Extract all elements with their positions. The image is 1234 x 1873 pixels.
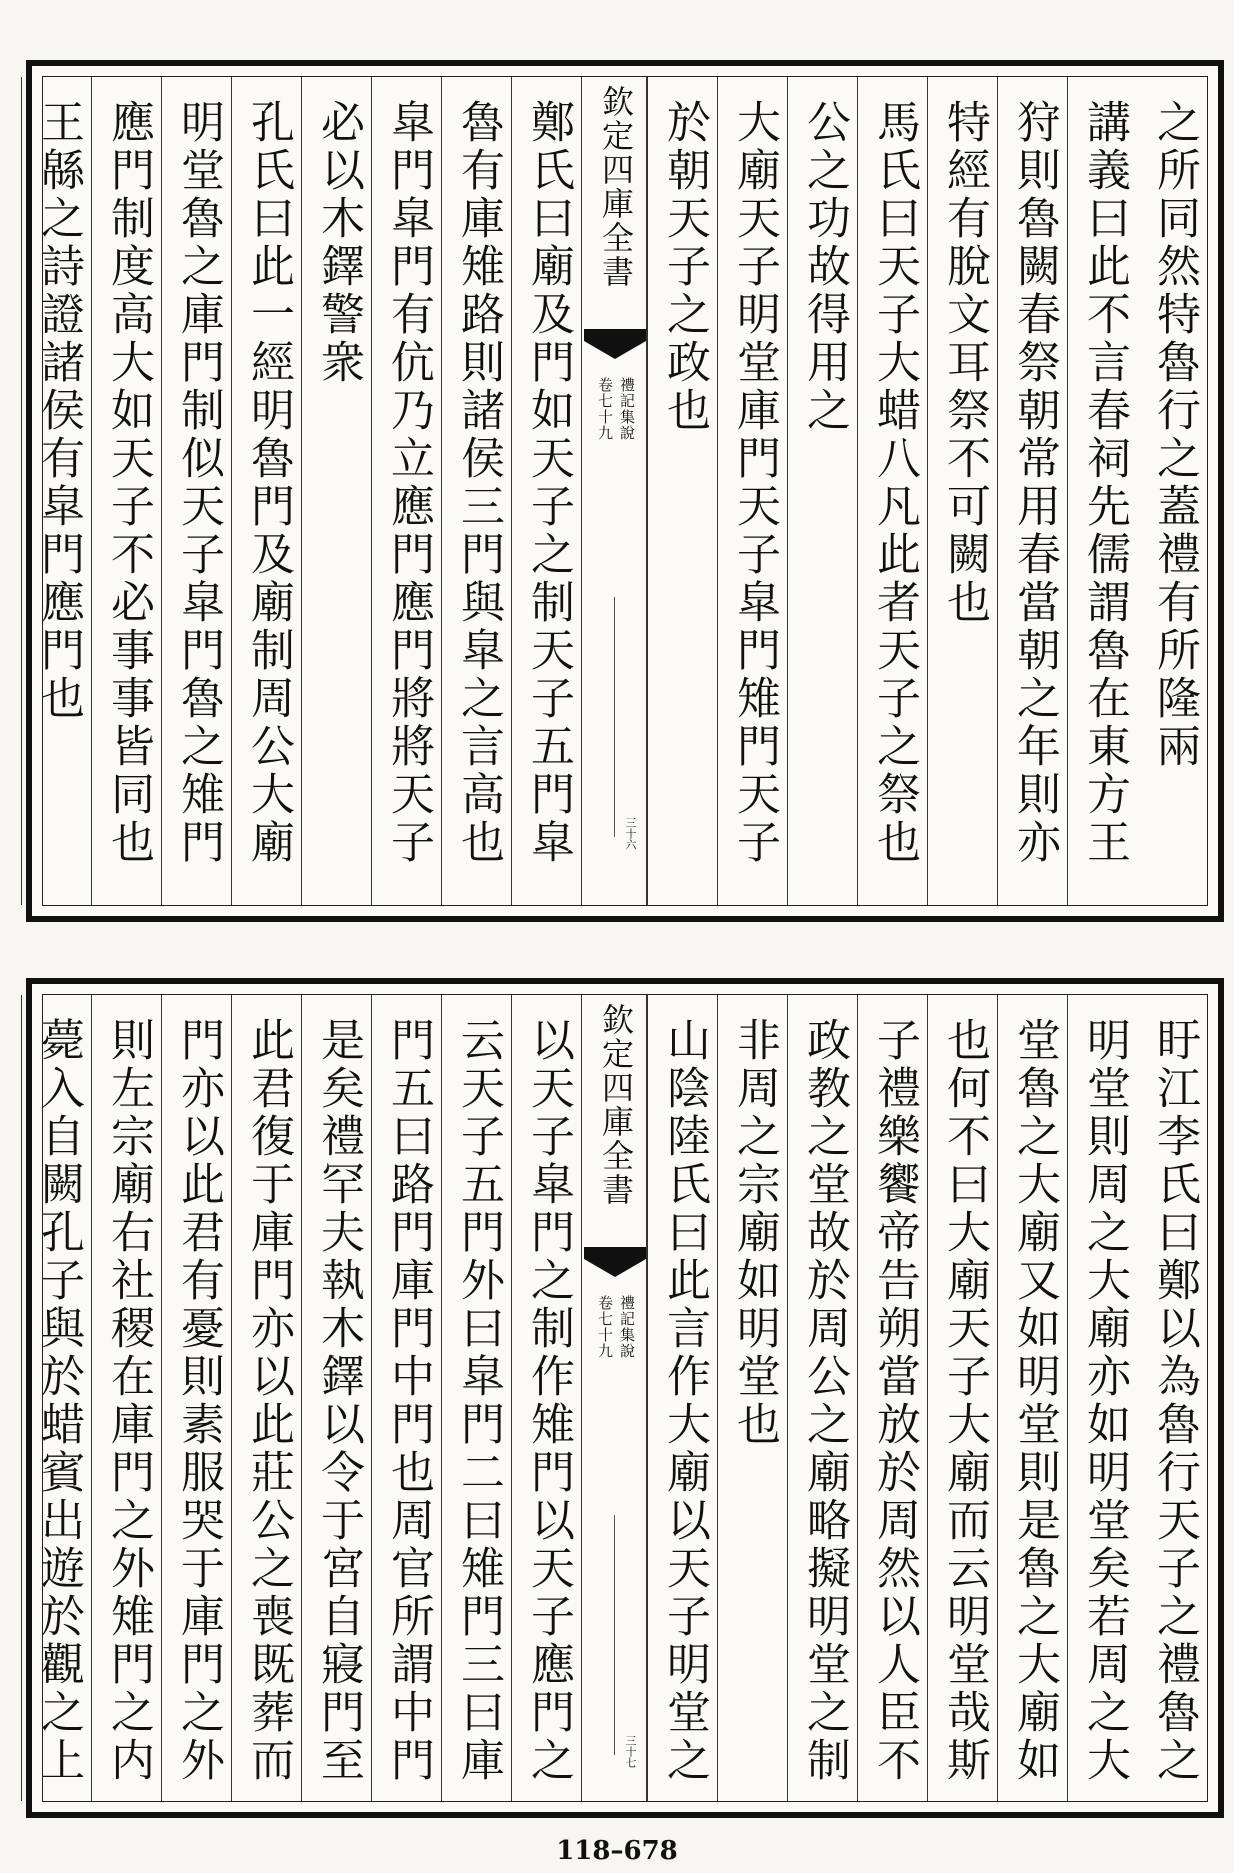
bottom-text-column: 門五曰路門庫門中門也周官所謂中門	[371, 995, 441, 1801]
bottom-spine-volume: 卷七十九	[596, 1295, 614, 1359]
bottom-text-column: 薨入自闕孔子與於蜡賓出遊於觀之上	[21, 995, 91, 1801]
top-text-column: 馬氏曰天子大蜡八凡此者天子之祭也	[857, 77, 927, 905]
top-page-panel	[26, 60, 1224, 922]
bottom-spine-leaf-number: 三十七	[624, 1735, 637, 1768]
bottom-text-column: 云天子五門外曰皐門二曰雉門三曰庫	[441, 995, 511, 1801]
bottom-text-column: 明堂則周之大廟亦如明堂矣若周之大	[1067, 995, 1137, 1801]
bottom-text-column: 政教之堂故於周公之廟略擬明堂之制	[787, 995, 857, 1801]
top-text-column: 明堂魯之庫門制似天子皐門魯之雉門	[161, 77, 231, 905]
top-text-column: 王緜之詩證諸侯有皐門應門也	[21, 77, 91, 905]
top-text-column: 公之功故得用之	[787, 77, 857, 905]
top-text-column: 之所同然特魯行之蓋禮有所隆兩	[1149, 99, 1200, 771]
top-text-column: 必以木鐸警衆	[301, 77, 371, 905]
top-text-column: 魯有庫雉路則諸侯三門與皐之言高也	[441, 77, 511, 905]
bottom-spine-rule	[614, 1515, 615, 1755]
top-page-text-frame	[33, 76, 1208, 906]
bottom-page-panel	[26, 978, 1224, 1818]
bottom-text-column: 門亦以此君有憂則素服哭于庫門之外	[161, 995, 231, 1801]
top-text-column: 孔氏曰此一經明魯門及廟制周公大廟	[231, 77, 301, 905]
top-spine-book-title: 禮記集說	[618, 377, 636, 441]
top-center-spine	[581, 77, 647, 905]
bottom-text-column: 非周之宗廟如明堂也	[717, 995, 787, 1801]
bottom-spine-book-title: 禮記集說	[618, 1295, 636, 1359]
bottom-text-column: 以天子皐門之制作雉門以天子應門之	[511, 995, 581, 1801]
bottom-text-column: 也何不曰大廟天子大廟而云明堂哉斯	[927, 995, 997, 1801]
top-text-column: 特經有脫文耳祭不可闕也	[927, 77, 997, 905]
top-text-column: 鄭氏曰廟及門如天子之制天子五門皐	[511, 77, 581, 905]
top-text-column: 皐門皐門有伉乃立應門應門將將天子	[371, 77, 441, 905]
top-spine-leaf-number: 三十六	[624, 817, 637, 850]
bottom-text-column: 子禮樂饗帝告朔當放於周然以人臣不	[857, 995, 927, 1801]
page-number: 118–678	[556, 1836, 678, 1866]
bottom-text-column: 山陰陸氏曰此言作大廟以天子明堂之	[647, 995, 717, 1801]
top-text-column: 狩則魯闕春祭朝常用春當朝之年則亦	[997, 77, 1067, 905]
top-fishtail-mark	[582, 325, 648, 365]
top-text-column: 講義曰此不言春祠先儒謂魯在東方王	[1067, 77, 1137, 905]
top-text-column: 於朝天子之政也	[647, 77, 717, 905]
bottom-text-column: 是矣禮罕夫執木鐸以令于宮自寢門至	[301, 995, 371, 1801]
top-spine-title: 欽定四庫全書	[597, 85, 635, 289]
top-spine-rule	[614, 597, 615, 837]
bottom-fishtail-mark	[582, 1243, 648, 1283]
bottom-spine-title: 欽定四庫全書	[597, 1003, 635, 1207]
bottom-text-column: 堂魯之大廟又如明堂則是魯之大廟如	[997, 995, 1067, 1801]
top-text-column: 大廟天子明堂庫門天子皐門雉門天子	[717, 77, 787, 905]
bottom-text-column: 此君復于庫門亦以此莊公之喪既葬而	[231, 995, 301, 1801]
top-text-column: 應門制度高大如天子不必事事皆同也	[91, 77, 161, 905]
bottom-text-column: 則左宗廟右社稷在庫門之外雉門之内	[91, 995, 161, 1801]
bottom-text-column: 盱江李氏曰鄭以為魯行天子之禮魯之	[1149, 1017, 1200, 1785]
top-spine-volume: 卷七十九	[596, 377, 614, 441]
bottom-center-spine	[581, 995, 647, 1801]
bottom-page-text-frame	[33, 994, 1208, 1802]
